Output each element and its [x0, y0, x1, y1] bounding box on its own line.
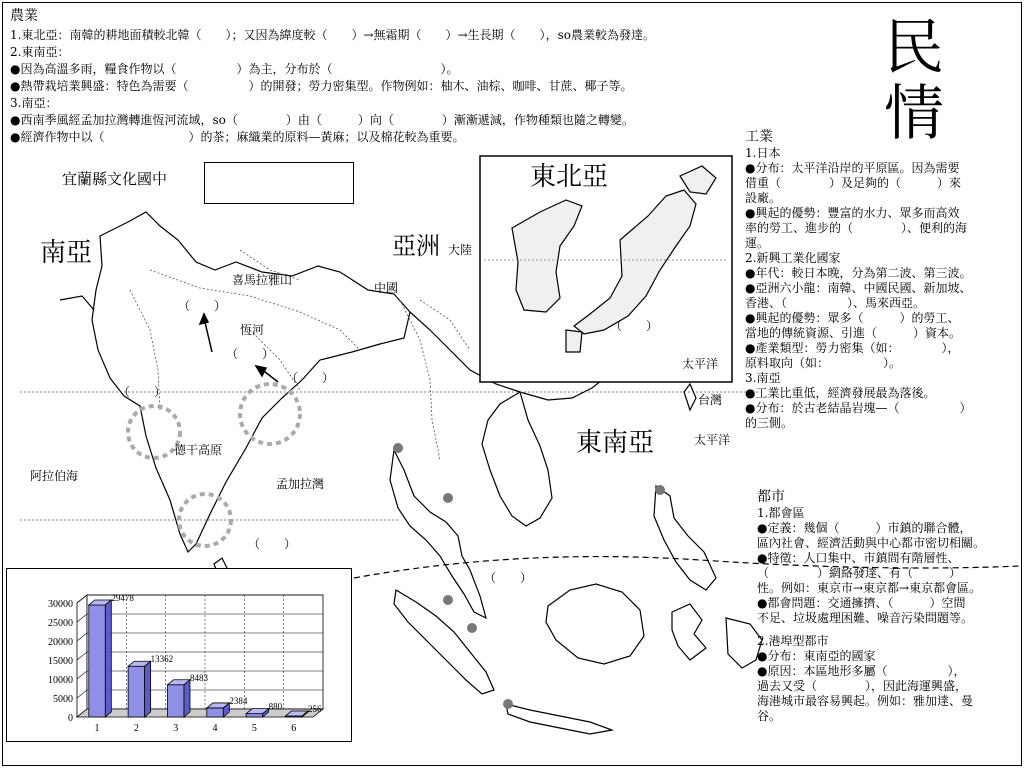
industry-line: ●工業比重低，經濟發展最為落後。 — [745, 386, 936, 400]
japan-kyushu — [566, 330, 582, 352]
chart-x-tick: 5 — [251, 723, 257, 734]
school-name: 宜蘭縣文化國中 — [62, 170, 168, 188]
label-ne-asia: 東北亞 — [530, 162, 609, 192]
label-arabian-sea: 阿拉伯海 — [30, 469, 79, 483]
agri-line-1: 1.東北亞：南韓的耕地面積較北韓（ ）；又因為緯度較（ ）→無霜期（ ）→生長期（ ），so農業較為發達。 — [10, 28, 655, 42]
city-line: 1.都會區 — [757, 506, 805, 520]
agri-title: 農業 — [10, 8, 38, 24]
label-deccan: 德干高原 — [174, 443, 223, 457]
map-blank-4: （ ） — [118, 385, 167, 399]
chart-x-tick: 6 — [291, 723, 297, 734]
chart-y-tick: 10000 — [48, 675, 73, 686]
map-blank-7: （ ） — [610, 319, 659, 333]
city-line: ●分布：東南亞的國家 — [757, 649, 876, 663]
city-line: ●原因：本區地形多屬（ ）， — [757, 664, 966, 678]
industry-line: ●分布：於古老結晶岩塊—（ ） — [745, 401, 972, 415]
industry-line: 香港、（ ）、馬來西亞。 — [745, 296, 926, 310]
chart-x-tick: 4 — [212, 723, 218, 734]
agri-line-6: ●西南季風經孟加拉灣轉進恆河流域，so（ ）由（ ）向（ ）漸漸遞減，作物種類也隨之轉變。 — [10, 113, 634, 127]
chart-bar-side — [145, 661, 151, 717]
title-char-1: 民 — [884, 13, 944, 83]
map-blank-5: （ ） — [248, 537, 297, 551]
agri-line-4: ●熱帶栽培業興盛：特色為需要（ ）的開發；勞力密集型。作物例如：柚木、油棕、咖啡、甘蔗、椰子等。 — [10, 79, 633, 93]
chart-data-label: 13362 — [150, 654, 174, 665]
chart-y-tick: 15000 — [48, 656, 73, 667]
chart-data-label: 8483 — [189, 672, 208, 683]
chart-data-label: 880 — [268, 701, 283, 712]
chart-x-tick: 3 — [173, 723, 179, 734]
label-asia: 亞洲 — [392, 232, 440, 260]
industry-line: ●亞洲六小龍：南韓、中國民國、新加坡、 — [745, 281, 972, 295]
chart-data-label: 256 — [307, 704, 322, 715]
borneo — [546, 584, 644, 664]
agri-line-3: ●因為高溫多雨，糧食作物以（ ）為主，分布於（ ）。 — [10, 62, 459, 76]
label-china: 中國 — [374, 281, 399, 295]
label-pacific-1: 太平洋 — [682, 357, 719, 371]
industry-line: ●興起的優勢：豐富的水力、眾多而高效 — [745, 206, 960, 220]
label-pacific-2: 太平洋 — [694, 433, 731, 447]
industry-line: 當地的傳統資源、引進（ ）資本。 — [745, 326, 962, 340]
chart-bar — [167, 685, 184, 717]
chart-data-label: 2384 — [229, 695, 248, 706]
map-blank-2: （ ） — [226, 347, 275, 361]
label-bengal: 孟加拉灣 — [276, 477, 325, 491]
industry-line: ●興起的優勢：眾多（ ）的勞工、 — [745, 311, 960, 325]
chart-y-tick: 5000 — [53, 694, 73, 705]
city-line: ●定義：幾個（ ）市鎮的聯合體， — [757, 521, 972, 535]
city-line: 不足、垃圾處理困難、噪音污染問題等。 — [757, 611, 974, 625]
map-blank-6: （ ） — [484, 571, 533, 585]
city-line: 性。例如：東京市→東京都→東京都會區。 — [757, 581, 982, 595]
chart-y-tick: 0 — [68, 713, 73, 724]
chart-y-tick: 25000 — [48, 618, 73, 629]
industry-line: ●產業類型：勞力密集（如： ）， — [745, 341, 960, 355]
chart-y-tick: 20000 — [48, 637, 73, 648]
industry-title: 工業 — [745, 129, 773, 145]
industry-line: 2.新興工業化國家 — [745, 251, 841, 265]
city-line: （ ）網絡發達、有（ ） — [757, 566, 962, 580]
map-blank-3: （ ） — [286, 371, 335, 385]
city-line: ●都會問題：交通擁擠、（ ）空間 — [757, 596, 966, 610]
agri-line-5: 3.南亞： — [10, 96, 58, 110]
industry-line: 運。 — [745, 236, 770, 250]
city-line: 過去又受（ ），因此海運興盛， — [757, 679, 968, 693]
industry-line: 原料取向（如： ）。 — [745, 356, 902, 370]
industry-line: 1.日本 — [745, 146, 781, 160]
chart-data-label: 29478 — [111, 592, 134, 603]
bar-chart-frame — [6, 568, 352, 742]
industry-line: 借重（ ）及足夠的（ ）來 — [745, 176, 962, 190]
label-se-asia: 東南亞 — [576, 428, 655, 458]
city-section — [757, 488, 985, 724]
label-ganges: 恆河 — [240, 323, 265, 337]
chart-bar-side — [105, 600, 111, 717]
india-outline — [92, 212, 410, 552]
industry-line: 3.南亞 — [745, 371, 781, 385]
chart-bar — [128, 666, 145, 717]
industry-line: ●年代：較日本晚，分為第二波、第三波。 — [745, 266, 972, 280]
city-line: 2.港埠型都市 — [757, 634, 829, 648]
agri-line-7: ●經濟作物中以（ ）的茶；麻織業的原料—黃麻；以及棉花較為重要。 — [10, 130, 465, 144]
city-title: 都市 — [757, 489, 785, 505]
label-himalaya: 喜馬拉雅山 — [232, 273, 293, 287]
industry-line: 設廠。 — [745, 191, 782, 205]
philippines — [654, 486, 716, 590]
label-south-asia: 南亞 — [40, 238, 93, 268]
chart-bar — [89, 605, 106, 717]
chart-bar-side — [184, 680, 190, 717]
indochina-outline — [390, 450, 486, 618]
agri-line-2: 2.東南亞： — [10, 45, 70, 59]
city-line: 區內社會、經濟活動與中心都市密切相關。 — [757, 536, 986, 550]
industry-line: 率的勞工、進步的（ ）、便利的海 — [745, 221, 968, 235]
industry-line: 的三側。 — [745, 416, 794, 430]
industry-section — [745, 128, 971, 431]
map-blank-1: （ ） — [178, 299, 227, 313]
industry-line: ●分布：太平洋沿岸的平原區。因為需要 — [745, 161, 960, 175]
chart-x-tick: 1 — [94, 723, 100, 734]
label-taiwan: 台灣 — [698, 393, 723, 407]
bar-chart — [7, 569, 351, 741]
city-line: 海港城市最容易興起。例如：雅加達、曼 — [757, 694, 974, 708]
chart-x-tick: 2 — [133, 723, 139, 734]
chart-bar — [207, 708, 224, 717]
chart-y-tick: 30000 — [48, 599, 73, 610]
sumatra — [394, 590, 494, 694]
city-spacer — [757, 626, 985, 634]
chart-bar — [246, 714, 263, 717]
city-line: 谷。 — [757, 709, 782, 723]
title-char-2: 情 — [884, 79, 944, 149]
city-line: ●特徵：人口集中、市鎮間有階層性、 — [757, 551, 960, 565]
label-continent: 大陸 — [448, 243, 473, 257]
